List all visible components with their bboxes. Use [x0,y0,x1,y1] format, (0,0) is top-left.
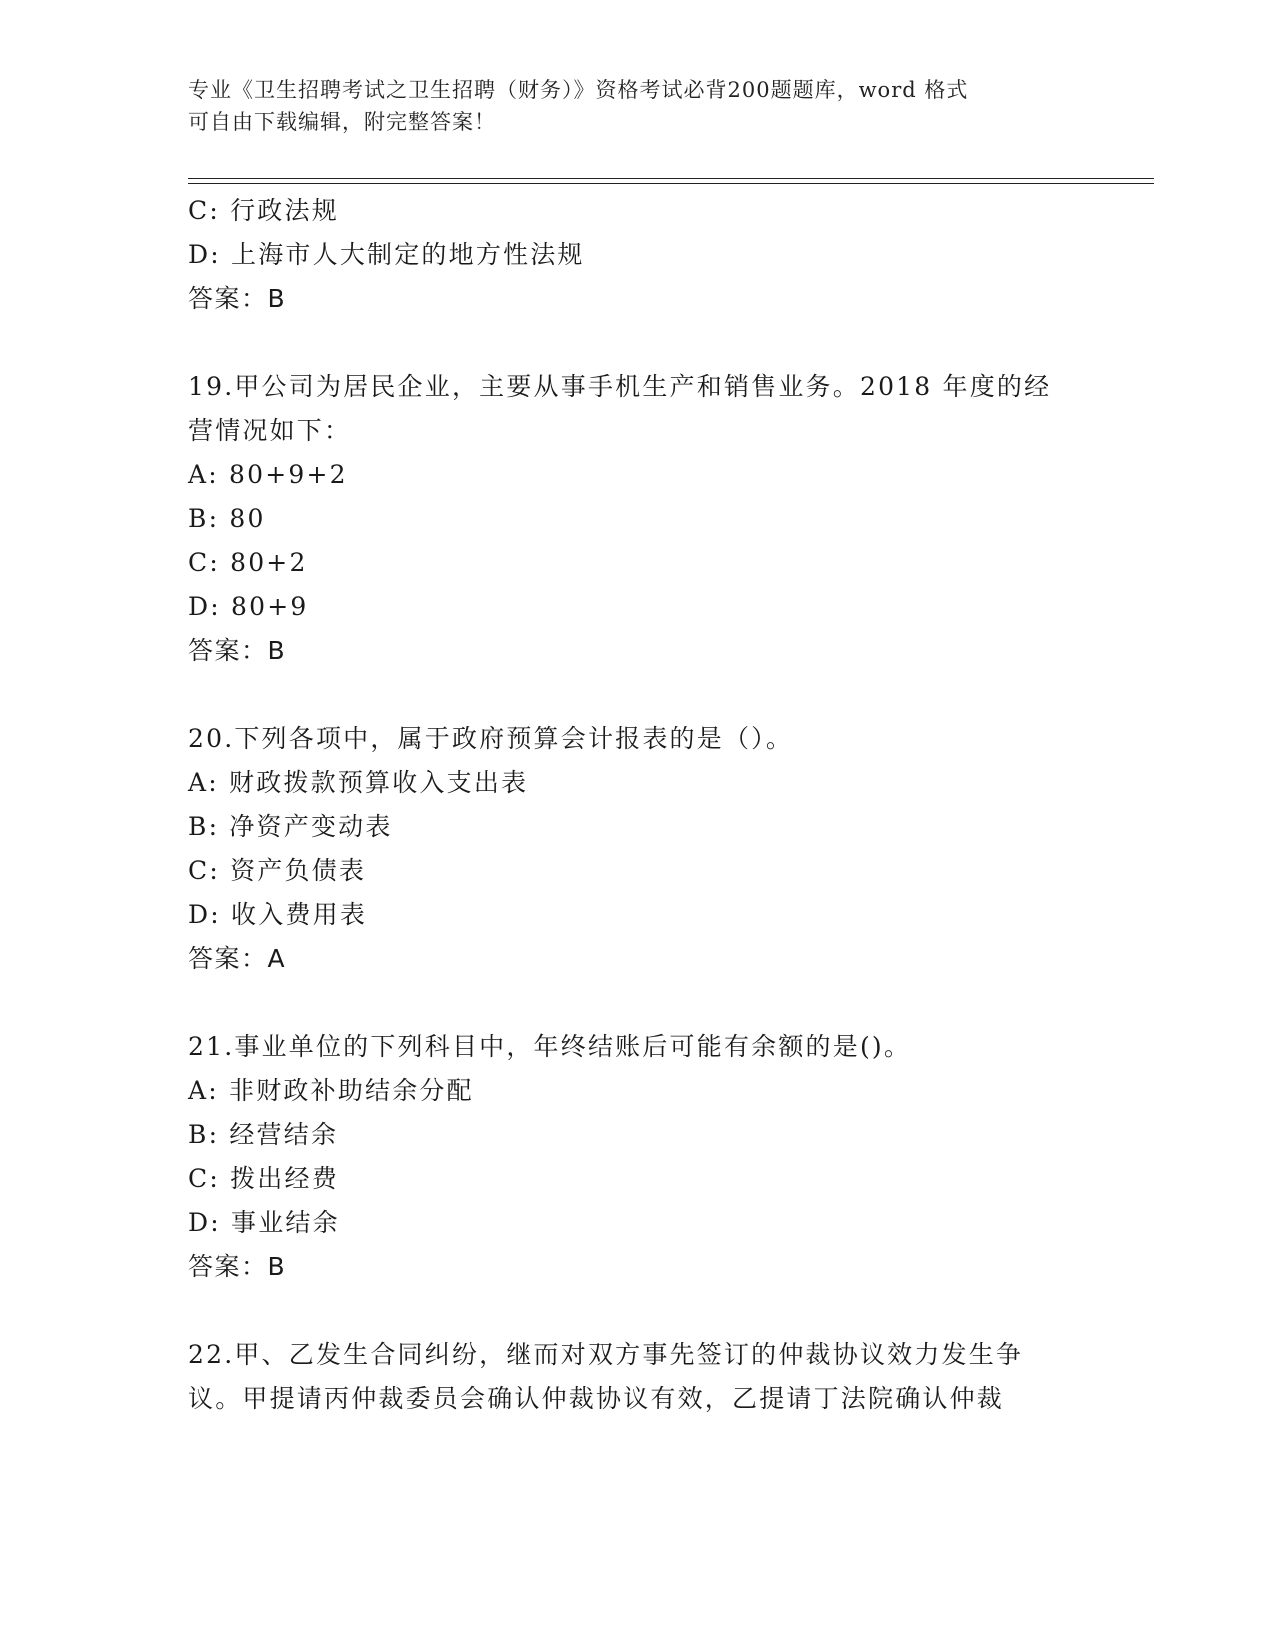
q20-answer: 答案：A [188,944,287,973]
q19-stem-line-1: 19.甲公司为居民企业，主要从事手机生产和销售业务。2018 年度的经 [188,372,1052,401]
q19-option-c: C: 80+2 [188,548,308,577]
q20-option-c: C: 资产负债表 [188,856,367,885]
q20-option-b: B: 净资产变动表 [188,812,393,841]
header-divider-bottom [188,183,1154,184]
q21-option-d: D: 事业结余 [188,1208,340,1237]
q18-option-d: D: 上海市人大制定的地方性法规 [188,240,585,269]
q21-stem-line-1: 21.事业单位的下列科目中，年终结账后可能有余额的是()。 [188,1032,912,1061]
q18-option-c: C: 行政法规 [188,196,339,225]
q18-answer: 答案：B [188,284,287,313]
q21-answer: 答案：B [188,1252,287,1281]
document-header [188,74,1088,138]
q22-stem-line-2: 议。甲提请丙仲裁委员会确认仲裁协议有效，乙提请丁法院确认仲裁 [188,1384,1005,1413]
q21-option-a: A: 非财政补助结余分配 [188,1076,474,1105]
q19-option-a: A: 80+9+2 [188,460,348,489]
q22-stem-line-1: 22.甲、乙发生合同纠纷，继而对双方事先签订的仲裁协议效力发生争 [188,1340,1024,1369]
header-divider-top [188,178,1154,179]
q21-option-c: C: 拨出经费 [188,1164,339,1193]
header-line-2: 可自由下载编辑，附完整答案！ [188,110,496,134]
q19-stem-line-2: 营情况如下： [188,416,352,445]
q19-option-b: B: 80 [188,504,266,533]
q19-answer: 答案：B [188,636,287,665]
q20-option-d: D: 收入费用表 [188,900,368,929]
q19-option-d: D: 80+9 [188,592,309,621]
header-line-1: 专业《卫生招聘考试之卫生招聘（财务）》资格考试必背200题题库，word 格式 [188,78,969,102]
q21-option-b: B: 经营结余 [188,1120,339,1149]
q20-stem-line-1: 20.下列各项中，属于政府预算会计报表的是（）。 [188,724,794,753]
q20-option-a: A: 财政拨款预算收入支出表 [188,768,529,797]
